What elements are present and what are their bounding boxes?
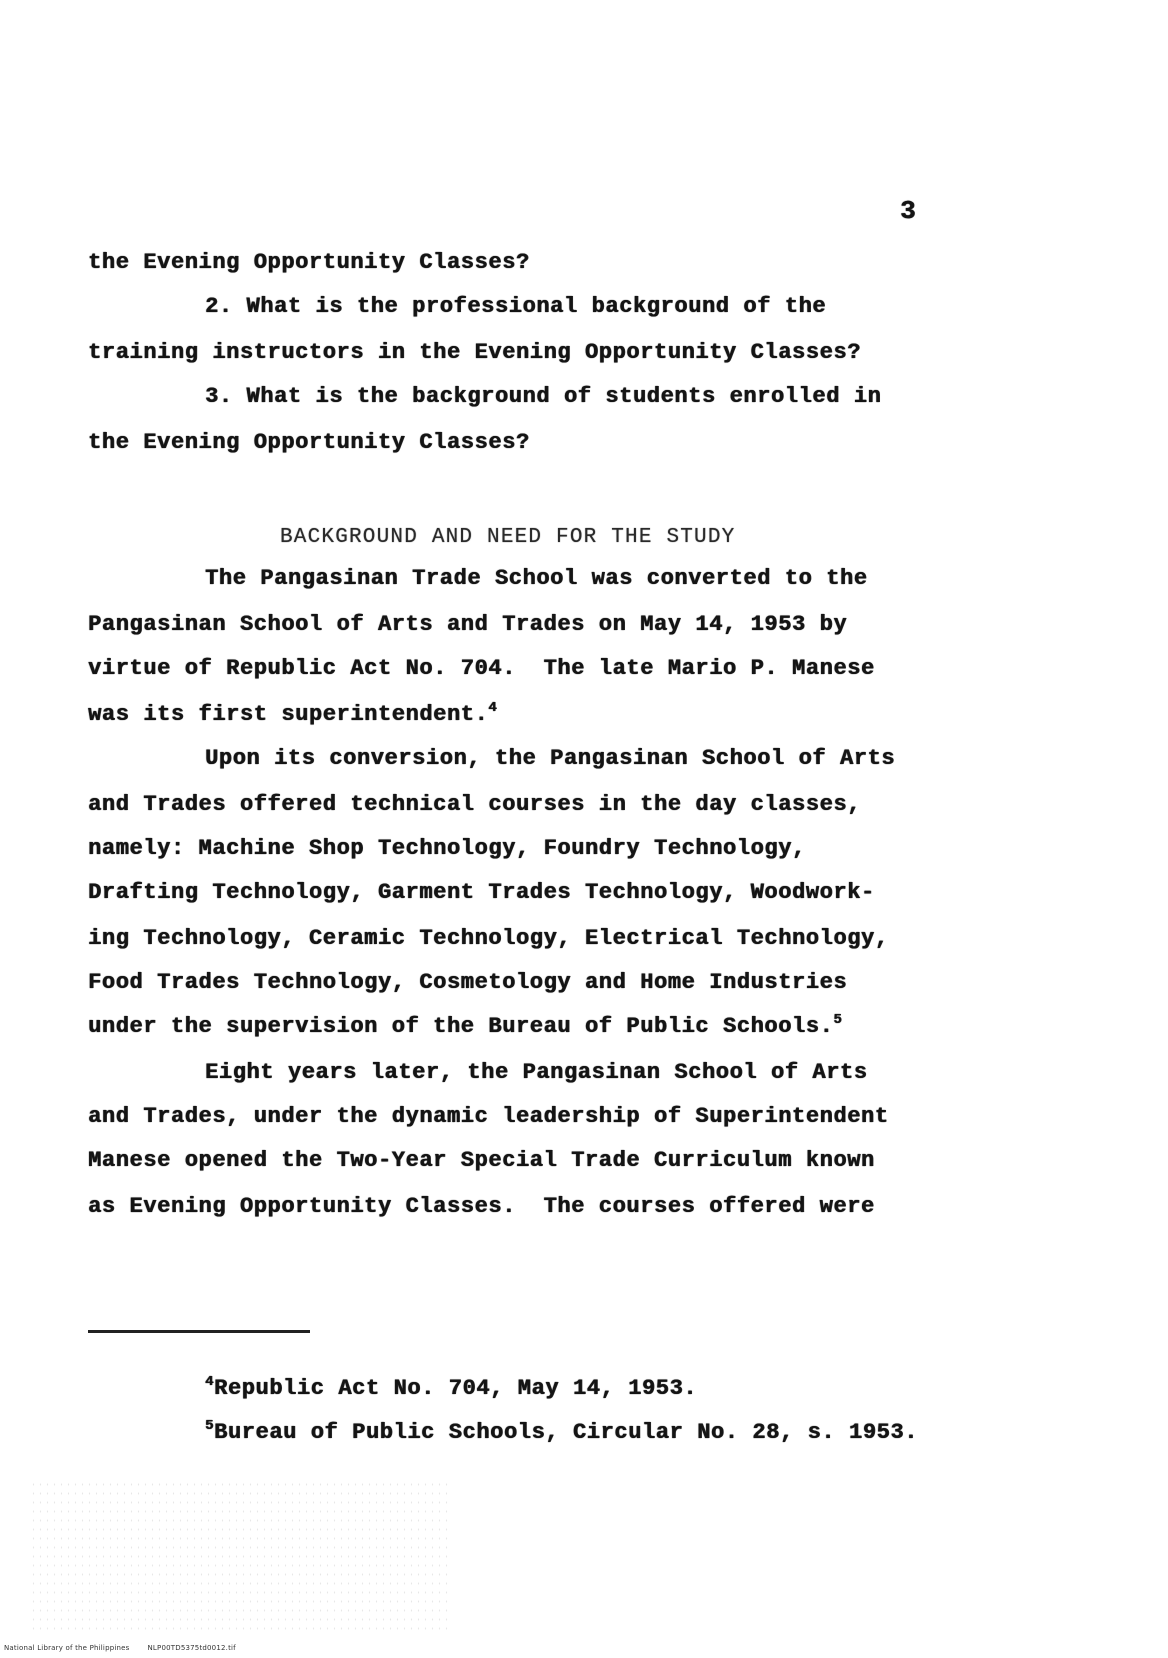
footnote-text: Republic Act No. 704, May 14, 1953. [214,1376,698,1401]
footnote [205,1376,697,1401]
body-line: 3. What is the background of students enrolled in [205,384,882,409]
paragraph-line: Food Trades Technology, Cosmetology and Home Industries [88,970,848,995]
paragraph-line [88,1014,842,1039]
paragraph-line: Upon its conversion, the Pangasinan School of Arts [205,746,896,771]
page-number: 3 [900,196,917,226]
section-heading: BACKGROUND AND NEED FOR THE STUDY [280,526,736,549]
archive-footer [4,1644,254,1652]
archive-file-id: NLP00TD5375td0012.tif [147,1644,236,1652]
paragraph-line: as Evening Opportunity Classes. The courses offered were [88,1194,875,1219]
paragraph-line [88,702,497,727]
paragraph-line: namely: Machine Shop Technology, Foundry Technology, [88,836,806,861]
body-line: 2. What is the professional background of the [205,294,827,319]
paragraph-line: The Pangasinan Trade School was converted to the [205,566,868,591]
footnote-divider [88,1330,310,1333]
footnote-text: Bureau of Public Schools, Circular No. 28, s. 1953. [214,1420,918,1445]
scan-noise [30,1480,450,1630]
paragraph-line: Eight years later, the Pangasinan School of Arts [205,1060,868,1085]
paragraph-line-text: was its first superintendent. [88,702,489,727]
paragraph-line: ing Technology, Ceramic Technology, Electrical Technology, [88,926,889,951]
paragraph-line: and Trades, under the dynamic leadership of Superintendent [88,1104,889,1129]
body-line: the Evening Opportunity Classes? [88,430,530,455]
body-line: the Evening Opportunity Classes? [88,250,530,275]
paragraph-line: Manese opened the Two-Year Special Trade Curriculum known [88,1148,875,1173]
paragraph-line: and Trades offered technical courses in the day classes, [88,792,861,817]
paragraph-line: Drafting Technology, Garment Trades Technology, Woodwork- [88,880,875,905]
footnote-ref: 5 [833,1012,843,1028]
paragraph-line-text: under the supervision of the Bureau of Public Schools. [88,1014,834,1039]
footnote [205,1420,918,1445]
footnote-mark: 4 [205,1374,215,1390]
paragraph-line: virtue of Republic Act No. 704. The late Mario P. Manese [88,656,875,681]
paragraph-line: Pangasinan School of Arts and Trades on May 14, 1953 by [88,612,848,637]
footnote-mark: 5 [205,1418,215,1434]
footnote-ref: 4 [488,700,498,716]
archive-library: National Library of the Philippines [4,1644,130,1652]
body-line: training instructors in the Evening Opportunity Classes? [88,340,861,365]
